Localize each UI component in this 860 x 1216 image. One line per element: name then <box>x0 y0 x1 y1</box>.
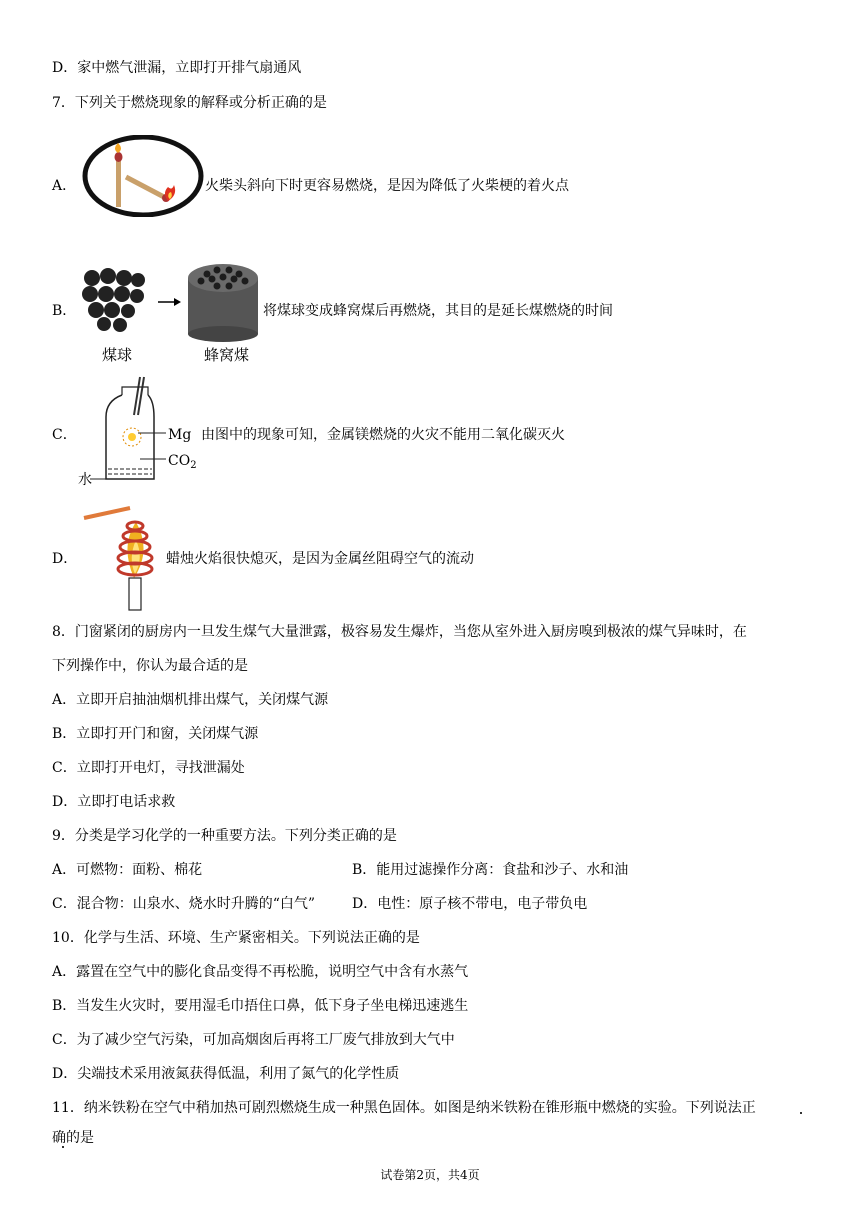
tongs-icon <box>134 377 144 415</box>
q10-stem: 10．化学与生活、环境、生产紧密相关。下列说法正确的是 <box>52 930 420 946</box>
q7-b-coal-figure <box>82 256 260 368</box>
q11-stem-line1: 11．纳米铁粉在空气中稍加热可剧烈燃烧生成一种黑色固体。如图是纳米铁粉在锥形瓶中燃烧的实验。下列说法正 <box>52 1100 756 1116</box>
honeycomb-label: 蜂窝煤 <box>204 346 250 364</box>
q9-option-d: D．电性：原子核不带电，电子带负电 <box>352 896 588 912</box>
q7-option-c-text: 由图中的现象可知，金属镁燃烧的火灾不能用二氧化碳灭火 <box>201 427 565 443</box>
water-label: 水 <box>78 472 92 488</box>
q8-option-b: B．立即打开门和窗，关闭煤气源 <box>52 726 259 742</box>
coal-balls <box>82 268 145 332</box>
q11-stem-line2: 确的是 <box>52 1130 94 1146</box>
q7-d-candle-coil-figure <box>82 500 166 612</box>
q6-option-d: D．家中燃气泄漏，立即打开排气扇通风 <box>52 60 302 76</box>
q7-option-b-letter: B． <box>52 303 77 319</box>
q10-option-a: A．露置在空气中的膨化食品变得不再松脆，说明空气中含有水蒸气 <box>52 964 469 980</box>
q8-option-c: C．立即打开电灯，寻找泄漏处 <box>52 760 245 776</box>
page-footer: 试卷第2页，共4页 <box>380 1168 480 1182</box>
honeycomb-briquette <box>188 264 258 342</box>
flame-icon <box>115 143 121 153</box>
q8-option-d: D．立即打电话求救 <box>52 794 176 810</box>
q8-option-a: A．立即开启抽油烟机排出煤气，关闭煤气源 <box>52 692 329 708</box>
q9-option-b: B．能用过滤操作分离：食盐和沙子、水和油 <box>352 862 629 878</box>
q8-stem-line2: 下列操作中，你认为最合适的是 <box>52 658 248 674</box>
q7-stem: 7．下列关于燃烧现象的解释或分析正确的是 <box>52 95 327 111</box>
q10-option-b: B．当发生火灾时，要用湿毛巾捂住口鼻，低下身子坐电梯迅速逃生 <box>52 998 469 1014</box>
candle <box>129 578 141 610</box>
mg-label: Mg <box>168 427 192 443</box>
stray-dot <box>800 1112 802 1114</box>
q7-option-c-letter: C． <box>52 427 77 443</box>
q9-option-c: C．混合物：山泉水、烧水时升腾的“白气” <box>52 896 316 912</box>
q7-option-a-text: 火柴头斜向下时更容易燃烧，是因为降低了火柴梗的着火点 <box>205 178 569 194</box>
q7-c-mg-co2-figure <box>78 375 200 493</box>
q9-stem: 9．分类是学习化学的一种重要方法。下列分类正确的是 <box>52 828 397 844</box>
stray-dot <box>62 1146 64 1148</box>
q8-stem-line1: 8．门窗紧闭的厨房内一旦发生煤气大量泄露，极容易发生爆炸，当您从室外进入厨房嗅到极浓的煤气异味时，在 <box>52 624 747 640</box>
q10-option-d: D．尖端技术采用液氮获得低温，利用了氮气的化学性质 <box>52 1066 400 1082</box>
q7-option-b-text: 将煤球变成蜂窝煤后再燃烧，其目的是延长煤燃烧的时间 <box>263 303 613 319</box>
q10-option-c: C．为了减少空气污染，可加高烟囱后再将工厂废气排放到大气中 <box>52 1032 455 1048</box>
copper-wire <box>84 508 130 518</box>
q7-option-d-letter: D． <box>52 551 78 567</box>
upright-match <box>116 159 121 207</box>
q7-option-d-text: 蜡烛火焰很快熄灭，是因为金属丝阻碍空气的流动 <box>166 551 474 567</box>
q9-option-a: A．可燃物：面粉、棉花 <box>52 862 203 878</box>
co2-label: $CO_2$ <box>168 453 197 471</box>
q7-option-a-letter: A． <box>52 178 77 194</box>
q7-a-match-figure <box>82 135 204 217</box>
coal-ball-label: 煤球 <box>102 346 133 364</box>
tilted-match <box>126 177 164 197</box>
